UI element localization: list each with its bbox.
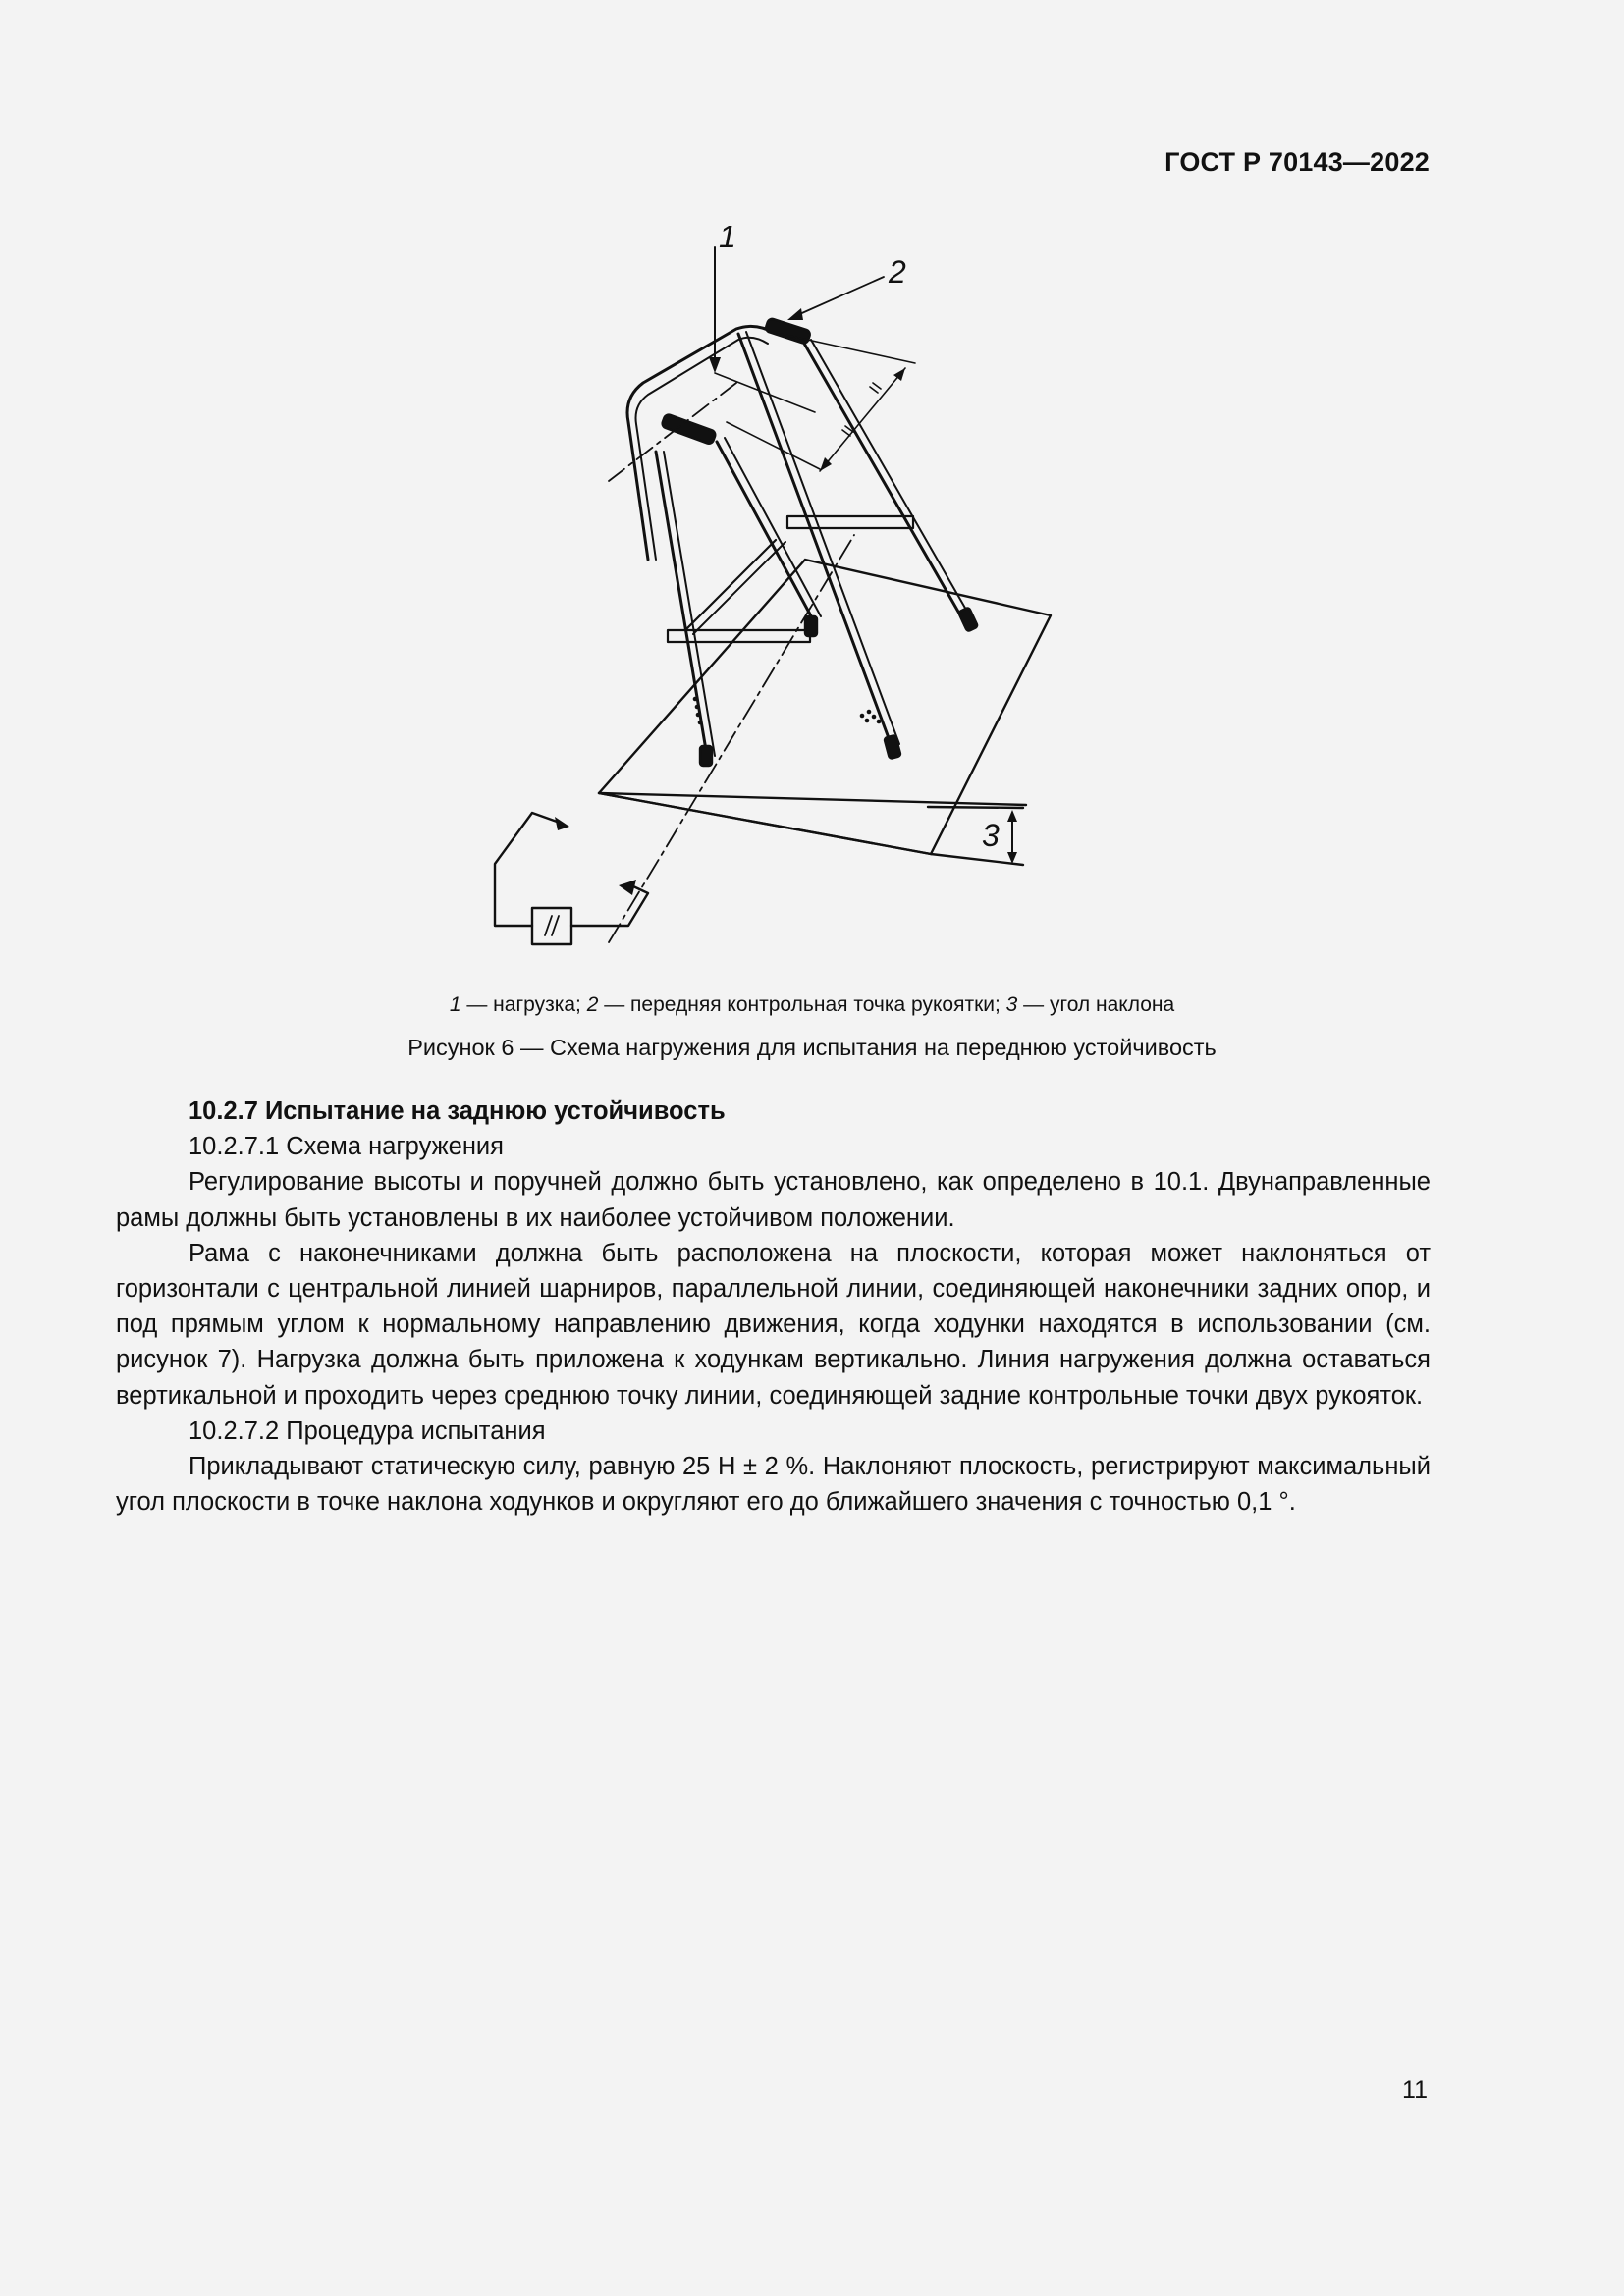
document-header [1164,147,1430,178]
figure-label-1: 1 [719,226,736,254]
figure-caption: Рисунок 6 — Схема нагружения для испытания на переднюю устойчивость [407,1035,1217,1060]
page-number: 11 [1402,2076,1428,2104]
hinge-slash-2 [552,916,559,935]
rear-grip [765,318,811,345]
document-id: ГОСТ Р 70143—2022 [1164,147,1430,177]
dim-line [820,368,905,471]
hinge-box [532,908,571,944]
dim-arrow-top [893,368,905,381]
brace-1 [685,540,776,630]
subsection-title-2: 10.2.7.2 Процедура испытания [189,1416,546,1445]
ref-line-top [781,334,915,363]
plane-edge-lower [599,793,931,854]
rear-left-leg [738,334,892,746]
section-heading: 10.2.7 Испытание на заднюю устойчивость [189,1097,726,1125]
point2-arrow-head [787,308,803,320]
legend-text-3: — угол наклона [1017,993,1175,1016]
subsection-title-1: 10.2.7.1 Схема нагружения [189,1133,504,1161]
load-arrow-head [709,357,721,373]
paragraph-1: Регулирование высоты и поручней должно быть установлено, как определено в 10.1. Двунаправленные рамы должны быть установлены в их наиболее устойчивом положении. [116,1168,1431,1232]
tilt-linkage-right [571,886,648,926]
base-line [599,793,1026,805]
centre-line [609,383,736,481]
figure-walker-stability-diagram [481,226,1070,962]
front-grip [661,413,716,445]
hinge-slash-1 [545,916,552,935]
rear-left-tip [884,735,900,759]
figure-label-2: 2 [889,254,906,290]
legend-text-2: — передняя контрольная точка рукоятки; [598,993,1006,1016]
walker-handle-loop-inner [636,338,769,560]
paragraph-2: Рама с наконечниками должна быть расположена на плоскости, которая может наклоняться от горизонтали с центральной линией шарниров, параллельной линии, соединяющей наконечники задних опор, и под прямым углом к нормальному направлению движения, когда ходунки находятся в использовании (см. рисунок 7). Нагрузка должна быть приложена к ходункам вертикально. Линия нагружения должна оставаться вертикальной и проходить через среднюю точку линии, соединяющей задние контрольные точки двух рукояток. [116,1239,1431,1410]
tilt-plane [599,560,1051,854]
legend-num-1: 1 [449,993,461,1016]
legend-num-3: 3 [1005,993,1018,1016]
front-right-tip [805,616,817,636]
rear-right-leg-inner [811,340,970,616]
point2-leader [795,277,884,316]
figure-label-3: 3 [982,818,1000,853]
section-body [116,1094,1431,1520]
tilt-arrow-right [619,880,636,895]
angle-arrow-head-up [1007,810,1017,822]
brace-2 [693,542,785,634]
paragraph-3: Прикладывают статическую силу, равную 25 Н ± 2 %. Наклоняют плоскость, регистрируют максимальный угол плоскости в точке наклона ходунков и округляют его до ближайшего значения с точностью 0,1 °. [116,1453,1431,1517]
tilt-arrow-left [555,817,569,830]
walker-diagram [481,226,1070,962]
figure-legend [0,993,1624,1017]
front-left-leg [656,452,707,756]
front-left-tip [700,746,712,766]
angle-top-line [928,807,1023,808]
rear-right-tip [958,607,978,631]
legend-text-1: — нагрузка; [460,993,587,1016]
legend-num-2: 2 [586,993,599,1016]
